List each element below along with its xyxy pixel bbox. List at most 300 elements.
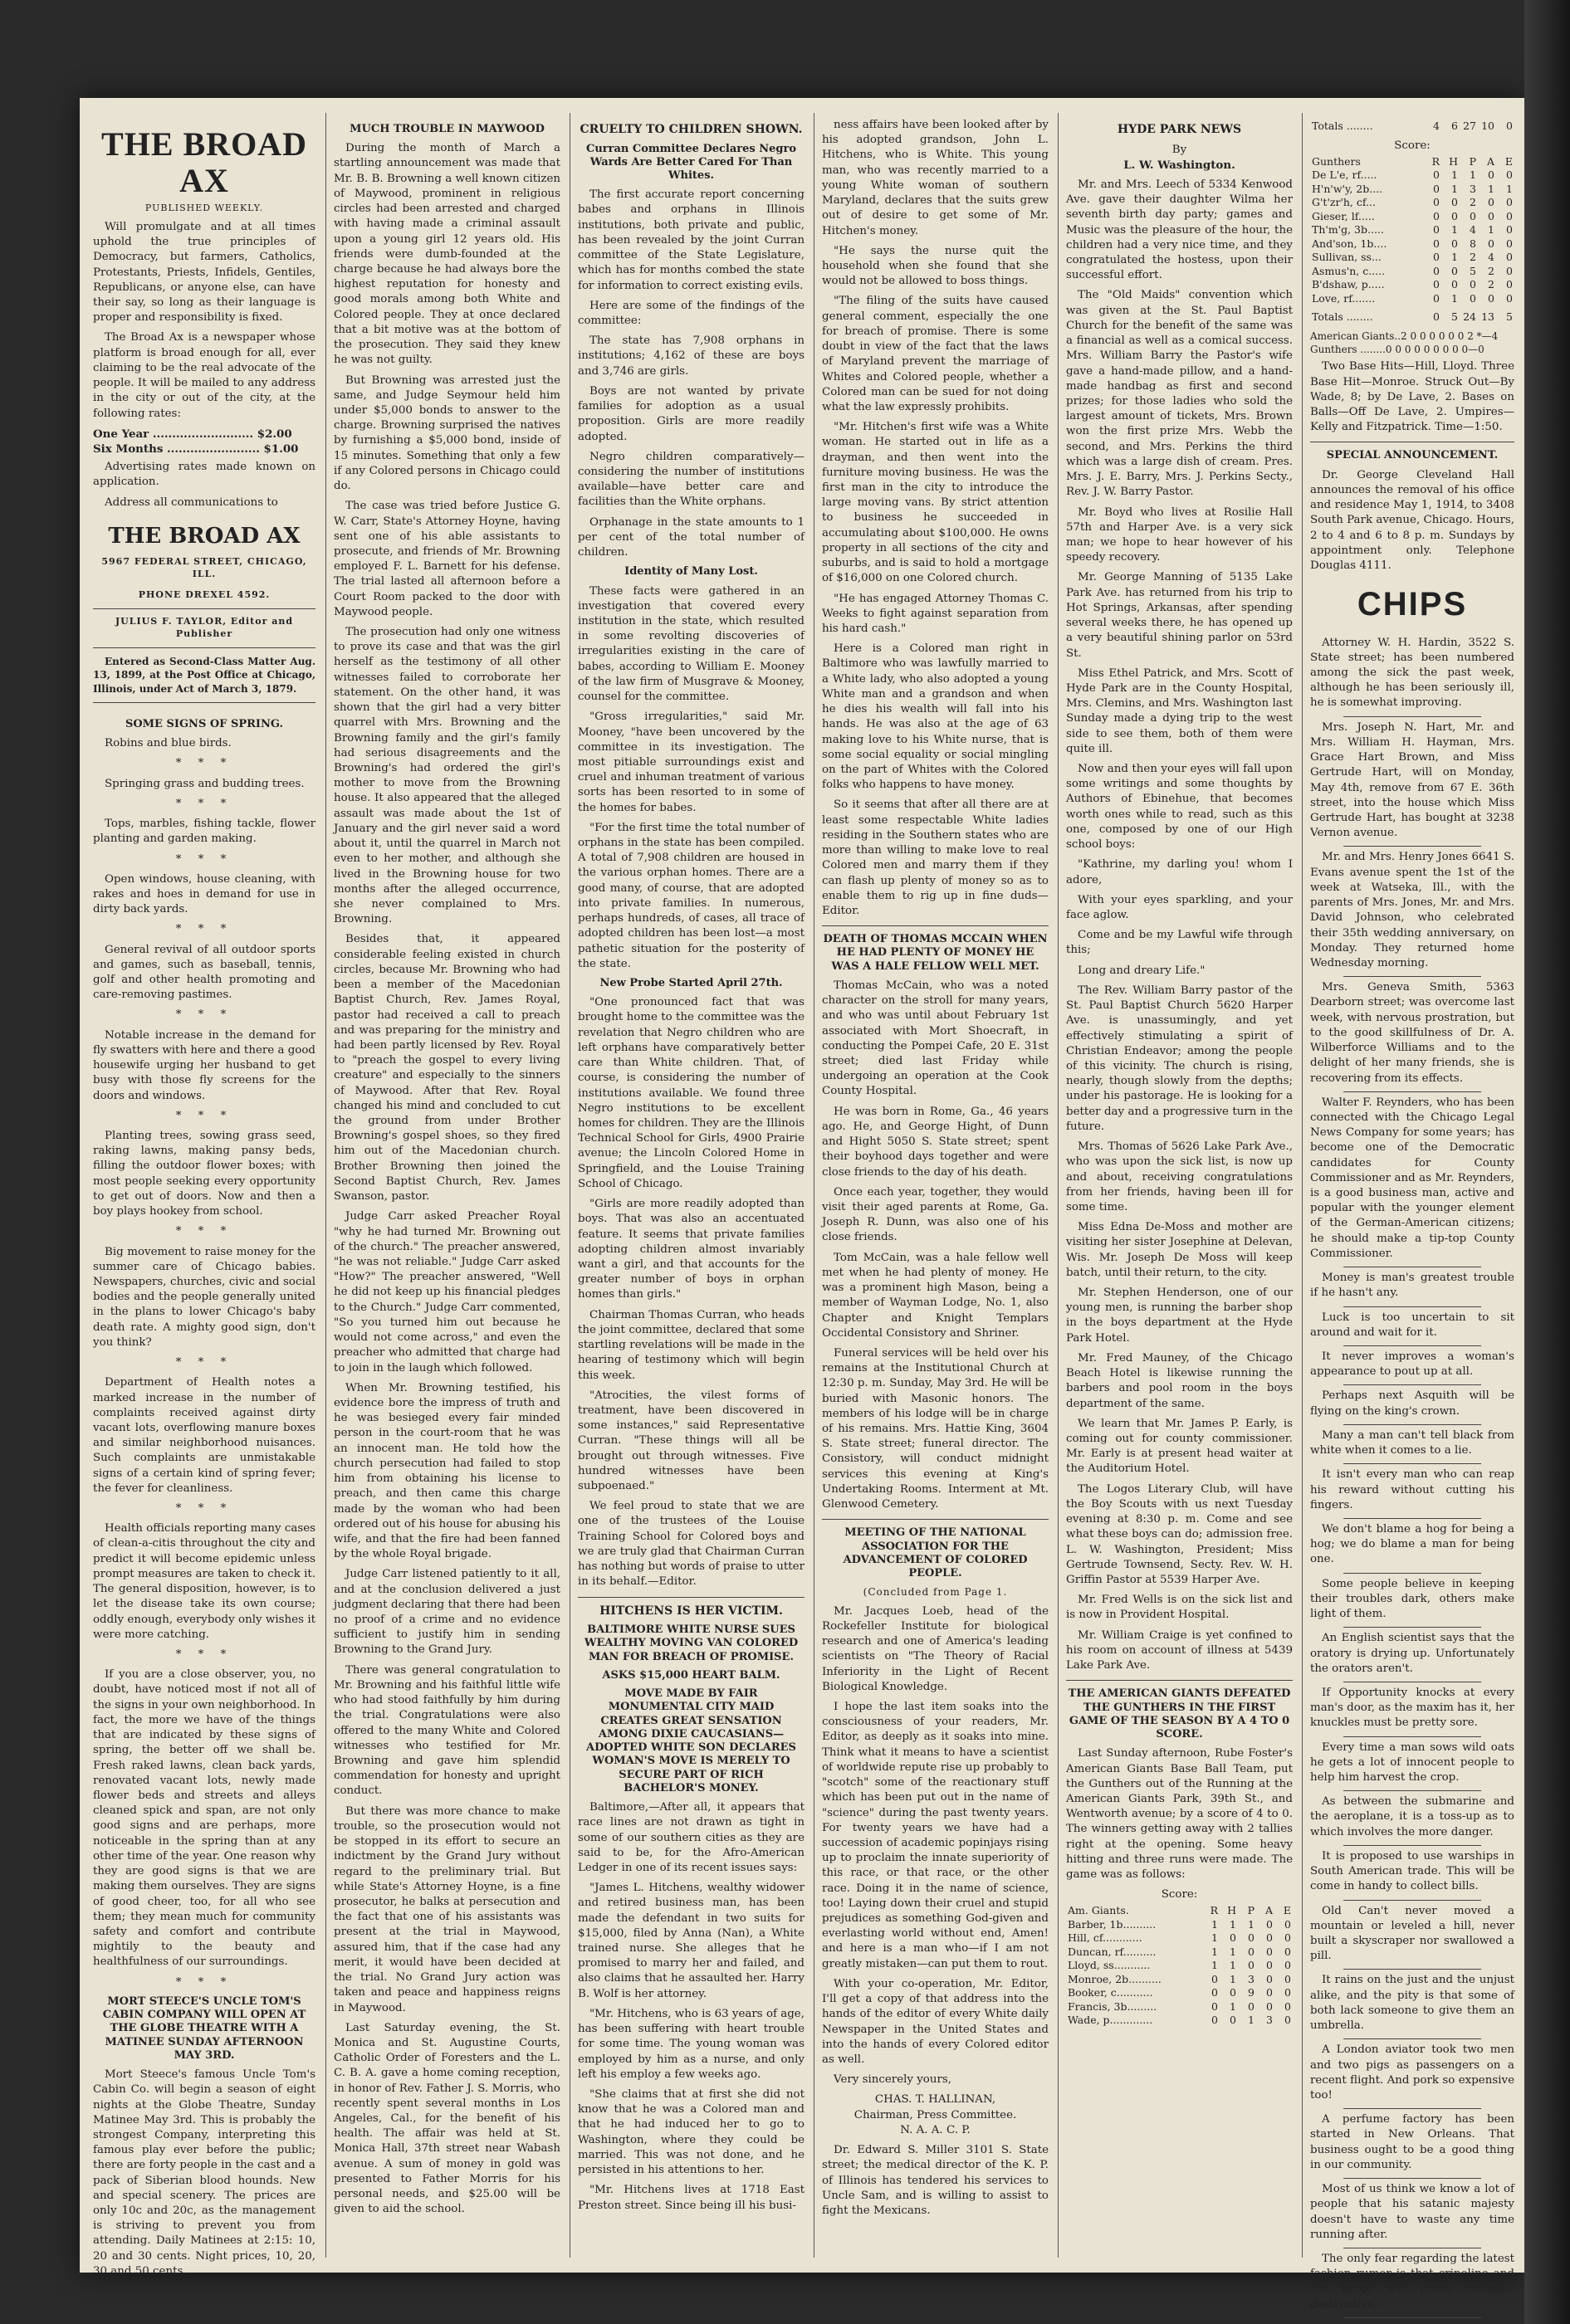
hitchens-paragraph: "The filing of the suits have caused general comment, especially the one for breach of promise. There is some doubt in view of the fact that the laws of Maryland prevent the marriage of Whites and Colored people, whether a Colored man can be sued for not doing what the law expressly prohibits. [822, 295, 1049, 413]
chips-item: If Opportunity knocks at every man's door, as the maxim has it, her knuckles must be pretty sore. [1310, 1686, 1514, 1730]
chips-item: Mrs. Geneva Smith, 5363 Dearborn street; was overcome last week, with nervous prostration, but to the good skillfulness of Dr. A. Wilberforce Williams and to the delight of her many friends, she is recovering from its effects. [1310, 981, 1514, 1085]
mccain-paragraph: Thomas McCain, who was a noted character on the stroll for many years, and who was until about February 1st associated with Mort Shoecraft, in conducting the Pompei Cafe, 20 E. 31st street; died last Friday while undergoing an operation at the Cook County Hospital. [822, 979, 1049, 1098]
gunthers-box-score [1310, 155, 1514, 306]
chips-item: Mr. and Mrs. Henry Jones 6641 S. Evans avenue spent the 1st of the week at Watseka, Ill., with the parents of Mrs. Jones, Mr. and Mrs. David Johnson, who celebrated their 35th wedding anniversary, on Monday. They returned home Wednesday morning. [1310, 851, 1514, 969]
cruelty-paragraph: Orphanage in the state amounts to 1 per cent of the total number of children. [578, 515, 805, 559]
cruelty-paragraph: Negro children comparatively—considering the number of institutions available—have better care and facilities than the White orphans. [578, 450, 805, 509]
divider [1343, 1573, 1481, 1574]
player-cell: Gieser, lf..... [1312, 209, 1375, 222]
table-row [1066, 1918, 1293, 1932]
player-cell: Gunthers [1312, 154, 1361, 168]
hitchens-subhead: BALTIMORE WHITE NURSE SUES WEALTHY MOVING VAN COLORED MAN FOR BREACH OF PROMISE. [584, 1623, 799, 1663]
hitchens-headline: HITCHENS IS HER VICTIM. [599, 1604, 783, 1618]
table-row [1310, 292, 1514, 306]
stat-cell: 6 [1451, 120, 1458, 132]
chips-item: Attorney W. H. Hardin, 3522 S. State street; has been numbered among the sick the past week, although he has been seriously ill, he is somewhat improving. [1310, 636, 1514, 710]
star-separator: * * * [175, 757, 233, 770]
maywood-paragraph: Judge Carr asked Preacher Royal "why he had turned Mr. Browning out of the church." The preacher answered, "he was not reliable." Judge Carr asked "How?" The preacher answered, "Well he did not keep up his financial pledges to the Church." Judge Carr commented, "So you turned him out because he would not come across," and even the preacher who admitted that charge had to join in the laugh which followed. [334, 1210, 560, 1374]
player-cell: Wade, p............. [1068, 2014, 1153, 2027]
table-row [1066, 1959, 1293, 1973]
player-cell: Francis, 3b......... [1068, 1999, 1157, 2013]
innings-giants: American Giants..2 0 0 0 0 0 0 2 *—4 [1310, 330, 1499, 342]
spring-sign-item: General revival of all outdoor sports and games, such as baseball, tennis, golf and other health promoting and care-removing pastimes. [93, 943, 315, 1002]
spring-sign-item: Planting trees, sowing grass seed, raking lawns, making pansy beds, filling the outdoor flower boxes; with most people seeking every opportunity to get out of doors. Now and then a boy plays hookey from school. [93, 1130, 315, 1218]
chips-item: Some people believe in keeping their troubles dark, others make light of them. [1310, 1577, 1514, 1621]
stat-cell: 0 [1506, 291, 1513, 305]
chips-title: CHIPS [1357, 586, 1468, 623]
cruelty-paragraph: "One pronounced fact that was brought home to the committee was the revelation that Negro children who are left orphans have comparatively better care than White children. That, of course, is considering the number of institutions available. We found three Negro institutions to be excellent homes for children. They are the Illinois Technical School for Girls, 4900 Prairie avenue; the Lincoln Colored Home in Springfield, and the Louise Training School of Chicago. [578, 996, 805, 1190]
column-maywood [329, 118, 565, 2256]
hitchens-paragraph: "Mr. Hitchens, who is 63 years of age, has been suffering with heart trouble for some time. The young woman was employed by him as a nurse, and only left his employ a few weeks ago. [578, 2007, 805, 2081]
maywood-paragraph: But there was more chance to make trouble, so the prosecution would not be stopped in its effort to secure an indictment by the Grand Jury without regard to the preliminary trial. But while State's Attorney Hoyne, is a fine prosecutor, he balks at persecution and the fact that one of his assistants was present at the trial in Maywood, assured him, that if the case had any merit, it would have been decided at the trial. No Grand Jury action was taken and peace and happiness reigns in Maywood. [334, 1804, 560, 2014]
spring-sign-item: Open windows, house cleaning, with rakes and hoes in demand for use in dirty back yards. [93, 872, 315, 916]
stat-cell: 0 [1506, 120, 1513, 132]
stat-cell: 0 [1248, 1931, 1255, 1945]
giants-report: Last Sunday afternoon, Rube Foster's American Giants Base Ball Team, put the Gunthers out of the Running at the American Giants Park, 39th St., and Wentworth avenue; by a score of 4 to 0. The winners getting away with 2 tallies right at the opening. Some heavy hitting and three runs were made. The game was as follows: [1066, 1747, 1293, 1882]
spring-headline: SOME SIGNS OF SPRING. [125, 717, 284, 730]
term-1: One Year .......................... $2.00 [93, 427, 292, 441]
miller-note: Dr. Edward S. Miller 3101 S. State street; the medical director of the K. P. of Illinois has tendered his services to Uncle Sam, and is willing to assist to fight the Mexicans. [822, 2144, 1049, 2217]
divider [1343, 716, 1481, 717]
chips-item: Most of us think we know a lot of people that his satanic majesty doesn't have to waste any time running after. [1310, 2183, 1514, 2241]
hyde-park-item: The Rev. William Barry pastor of the St. Paul Baptist Church 5620 Harper Ave. is unassumingly, and yet effectively stimulating a spirit of Christian Endeavor; among the people of this vicinity. The church is rising, nearly, though slowly from the depths; under his pastorage. He is looking for a better day and a progressive turn in the future. [1066, 984, 1293, 1133]
stat-cell: 0 [1488, 291, 1494, 305]
hyde-park-item: With your eyes sparkling, and your face aglow. [1066, 893, 1293, 921]
table-row [1310, 183, 1514, 197]
stat-cell: 0 [1433, 310, 1440, 324]
stat-cell: 0 [1451, 196, 1458, 209]
stat-cell: H [1449, 154, 1458, 168]
signer-name: CHAS. T. HALLINAN, [874, 2093, 996, 2107]
player-cell: Asmus'n, c..... [1312, 264, 1386, 277]
uncle-tom-body: Mort Steece's famous Uncle Tom's Cabin Co. will begin a season of eight nights at the Globe Theatre, Sunday Matinee May 3rd. This is probably the strongest Company, interpreting this famous play ever before the public; there are forty people in the cast and a pack of Siberian blood hounds. New and special scenery. The prices are only 10c and 20c, as the management is striving to prevent you from attending. Daily Matinees at 2:15: 10, 20 and 30 cents. Night prices, 10, 20, 30 and 50 cents. [93, 2068, 315, 2278]
stat-cell: 24 [1463, 310, 1476, 324]
spring-sign-item: Department of Health notes a marked increase in the number of complaints received against dirty vacant lots, overflowing manure boxes and similar neighborhood nuisances. Such complaints are unmistakable signs of a certain kind of spring fever; the fever for cleanliness. [93, 1376, 315, 1495]
announcement-headline: SPECIAL ANNOUNCEMENT. [1326, 449, 1499, 462]
stat-cell: 3 [1470, 182, 1476, 195]
stat-cell: 0 [1506, 196, 1513, 209]
player-cell: Barber, 1b.......... [1068, 1917, 1157, 1931]
spring-sign-item: Tops, marbles, fishing tackle, flower planting and garden making. [93, 818, 315, 846]
chips-list [1310, 636, 1514, 2318]
stat-cell: 1 [1211, 1931, 1218, 1945]
star-separator: * * * [175, 797, 233, 810]
hyde-park-headline: HYDE PARK NEWS [1117, 123, 1242, 136]
maywood-paragraph: The case was tried before Justice G. W. Carr, State's Attorney Hoyne, having sent one of his able assistants to prosecute, and friends of Mr. Browning employed F. L. Barnett for his defense. The trial lasted all afternoon before a Court Room packed to the door with Maywood people. [334, 500, 560, 618]
stat-cell: 4 [1433, 120, 1440, 132]
divider [1343, 2038, 1481, 2039]
hitchens-subhead-3: MOVE MADE BY FAIR MONUMENTAL CITY MAID CREATES GREAT SENSATION AMONG DIXIE CAUCASIANS—ADOPTED WHITE SON DECLARES WOMAN'S MOVE IS MERELY TO SECURE PART OF RICH BACHELOR'S MONEY. [586, 1687, 796, 1794]
table-row [1066, 1973, 1293, 1987]
column-rule [1058, 113, 1059, 2258]
maywood-paragraph: The prosecution had only one witness to prove its case and that was the girl herself as the testimony of all other witnesses failed to corroborate her statement. On the other hand, it was shown that the girl had a very bitter quarrel with Mrs. Browning and the Browning family and the girl's family had serious disagreements and the Browning's had ordered the girl's mother to move from the Browning house. It also appeared that the alleged assault was made about the 1st of January and the girl never said a word about it, until the quarrel in March not even to her mother, and although she lived in the Browning house for two months after the alleged occurrence, she never complained to Mrs. Browning. [334, 626, 560, 926]
spring-sign-item: Big movement to raise money for the summer care of Chicago babies. Newspapers, churches, civic and social bodies and the people generally united in the plans to lower Chicago's baby death rate. A mighty good sign, don't you think? [93, 1245, 315, 1349]
concluded-note: (Concluded from Page 1. [863, 1586, 1008, 1599]
cruelty-paragraph: Here are some of the findings of the committee: [578, 299, 805, 327]
stat-cell: 5 [1451, 310, 1458, 324]
column-hitchens-cont [817, 118, 1054, 2256]
chips-item: It is proposed to use warships in South American trade. This will be come in handy to collect bills. [1310, 1849, 1514, 1893]
stat-cell: 0 [1506, 251, 1513, 264]
column-rule [1302, 113, 1303, 2258]
stat-cell: P [1469, 154, 1476, 168]
hyde-park-item: Miss Ethel Patrick, and Mrs. Scott of Hyde Park are in the County Hospital, Mrs. Clemins, and Mrs. Washington last Sunday made a dying trip to the west side to see them, both of them were quite ill. [1066, 666, 1293, 755]
stat-cell: 1 [1230, 1972, 1236, 1985]
giants-totals [1310, 120, 1514, 134]
divider [1343, 1463, 1481, 1464]
chips-item: It rains on the just and the unjust alike, and the pity is that some of both lack someone to give them an umbrella. [1310, 1974, 1514, 2033]
player-cell: Th'm'g, 3b..... [1312, 223, 1384, 237]
hyde-park-item: Mr. Fred Wells is on the sick list and is now in Provident Hospital. [1066, 1594, 1293, 1622]
stat-cell: H [1227, 1904, 1236, 1917]
maywood-paragraph: Last Saturday evening, the St. Monica and St. Augustine Courts, Catholic Order of Foresters and the L. C. B. A. gave a home coming reception, in honor of Rev. Father J. S. Morris, who recently spent several months in Los Angeles, Cal., for the benefit of his health. The affair was held at St. Monica Hall, 37th street near Wabash avenue. A sum of money in gold was presented to Father Morris for his personal needs, and $25.00 will be given to aid the school. [334, 2021, 560, 2216]
player-cell: Totals ........ [1312, 120, 1373, 132]
stat-cell: 0 [1284, 1917, 1291, 1931]
naacp-paragraph: Mr. Jacques Loeb, head of the Rockefeller Institute for biological research and one of America's leading scientists on "The Theory of Racial Inferiority in the Light of Recent Biological Knowledge. [822, 1604, 1049, 1693]
intro-text: Will promulgate and at all times uphold the true principles of Democracy, but farmers, Catholics, Protestants, Priests, Infidels, Gentiles, Republicans, or anyone else, can have their say, so long as their language is proper and responsibility is fixed. [93, 220, 315, 325]
player-cell: Sullivan, ss... [1312, 251, 1382, 264]
divider [1343, 1091, 1481, 1092]
player-cell: G't'zr'h, cf... [1312, 196, 1376, 209]
spring-sign-item: Robins and blue birds. [105, 737, 232, 750]
stat-cell: 13 [1481, 310, 1494, 324]
masthead-secondary: THE BROAD AX [108, 523, 301, 549]
stat-cell: 1 [1230, 1945, 1236, 1958]
stat-cell: 0 [1266, 1945, 1273, 1958]
hyde-park-item: Mrs. Thomas of 5626 Lake Park Ave., who was upon the sick list, is now up and about, receiving congratulations from her friends, having been ill for some time. [1066, 1140, 1293, 1213]
masthead: THE BROAD AX [101, 125, 307, 199]
gunthers-totals [1310, 310, 1514, 325]
stat-cell: 0 [1211, 1999, 1218, 2013]
maywood-paragraph: Besides that, it appeared considerable feeling existed in church circles, because Mr. Browning who had been a member of the Macedonian Baptist Church, Rev. James Royal, pastor had received a call to preach and was preparing for the ministry and had been partly licensed by Rev. Royal to "preach the gospel to every living creature" and especially to the sinners of Maywood. After that Rev. Royal changed his mind and concluded to cut the ground from under Brother Browning's gospel shoes, so they fired him out of the Macedonian church. Brother Browning then joined the Second Baptist Church, Rev. James Swanson, pastor. [334, 933, 560, 1204]
cruelty-subhead-identity: Identity of Many Lost. [624, 565, 758, 579]
scan-border [1524, 0, 1570, 2324]
stat-cell: 27 [1463, 120, 1476, 132]
stat-cell: 0 [1284, 1972, 1291, 1985]
stat-cell: 5 [1470, 264, 1476, 277]
divider [1343, 1518, 1481, 1519]
cruelty-paragraph: "For the first time the total number of orphans in the state has been compiled. A total of 7,908 children are housed in the various orphan homes. There are a good many, of course, that are adopted into private families. In numerous, perhaps hundreds, of cases, all trace of adopted children has been lost—a most pathetic situation for the posterity of the state. [578, 821, 805, 970]
naacp-paragraph: With your co-operation, Mr. Editor, I'll get a copy of that address into the hands of the editor of every White daily Newspaper in the United States and into the hands of every Colored editor as well. [822, 1977, 1049, 2066]
stat-cell: R [1210, 1904, 1218, 1917]
chips-item: An English scientist says that the oratory is drying up. Unfortunately the orators aren't. [1310, 1632, 1514, 1675]
hitchens-paragraph: "Mr. Hitchens lives at 1718 East Preston street. Since being ill his busi- [578, 2184, 805, 2212]
stat-cell: 0 [1488, 196, 1494, 209]
divider [1343, 1736, 1481, 1737]
stat-cell: 2 [1470, 196, 1476, 209]
cruelty-article-part3 [578, 995, 805, 1589]
stat-cell: 0 [1284, 1999, 1291, 2013]
mccain-paragraph: He was born in Rome, Ga., 46 years ago. He, and George Hight, of Dunn and Hight 5050 S. State street; spent their boyhood days together and were close friends to the day of his death. [822, 1105, 1049, 1179]
stat-cell: 0 [1433, 237, 1440, 250]
advertising-note: Advertising rates made known on application. [93, 461, 315, 489]
column-masthead [88, 118, 320, 2278]
stat-cell: 1 [1488, 182, 1494, 195]
stat-cell: 10 [1481, 120, 1494, 132]
spring-sign-item: Springing grass and budding trees. [105, 777, 305, 790]
hyde-park-item: Long and dreary Life." [1078, 964, 1206, 977]
stat-cell: 2 [1488, 278, 1494, 291]
maywood-paragraph: During the month of March a startling announcement was made that Mr. B. B. Browning a well known citizen of Maywood, prominent in religious circles had been arrested and charged with having made a criminal assault upon a young girl 12 years old. His friends were dumb-founded at the charge because he had always bore the highest reputation for honesty and good morals among both White and Colored people. They at once declared that a bit motive was at the bottom of the prosecution. They said they knew he was not guilty. [334, 142, 560, 367]
star-separator: * * * [175, 1225, 233, 1238]
chips-item: Perhaps next Asquith will be flying on the king's crown. [1310, 1389, 1514, 1418]
player-cell: Duncan, rf.......... [1068, 1945, 1157, 1958]
phone-number: PHONE DREXEL 4592. [138, 589, 271, 601]
naacp-headline: MEETING OF THE NATIONAL ASSOCIATION FOR THE ADVANCEMENT OF COLORED PEOPLE. [843, 1526, 1028, 1580]
stat-cell: 0 [1284, 1945, 1291, 1958]
divider [1343, 976, 1481, 977]
divider [1343, 1345, 1481, 1346]
signer-org: N. A. A. C. P. [900, 2123, 971, 2136]
stat-cell: 1 [1230, 1917, 1236, 1931]
stat-cell: 0 [1433, 251, 1440, 264]
table-header-row [1066, 1904, 1293, 1918]
column-cruelty [573, 118, 809, 2256]
stat-cell: 0 [1506, 168, 1513, 182]
chips-item: Luck is too uncertain to sit around and wait for it. [1310, 1311, 1514, 1339]
table-row [1310, 237, 1514, 251]
divider [1343, 846, 1481, 847]
player-cell: Love, rf....... [1312, 291, 1376, 305]
stat-cell: 0 [1488, 209, 1494, 222]
cruelty-paragraph: "Atrocities, the vilest forms of treatment, have been discovered in some instances," said Representative Curran. "These things will all be brought out through witnesses. Five hundred witnesses have been subpoenaed." [578, 1389, 805, 1493]
table-row [1310, 196, 1514, 210]
score-label: Score: [1161, 1888, 1198, 1902]
chips-item: The only fear regarding the latest fashion rumor is that crinoline and the tango will prove mutually destructive. [1310, 2252, 1514, 2311]
divider [93, 608, 315, 609]
hyde-park-item: Mr. Fred Mauney, of the Chicago Beach Hotel is likewise running the barbers and pool room in the boys department of the same. [1066, 1351, 1293, 1410]
table-row [1310, 223, 1514, 237]
cruelty-paragraph: The state has 7,908 orphans in institutions; 4,162 of these are boys and 3,746 are girls. [578, 334, 805, 378]
hitchens-paragraph: So it seems that after all there are at least some respectable White ladies residing in the Southern states who are more than willing to make love to real Colored men and marry them if they can flash up plenty of money so as to enable them to rig up in fine duds—Editor. [822, 798, 1049, 917]
street-address: 5967 FEDERAL STREET, CHICAGO, ILL. [101, 556, 307, 580]
stat-cell: 1 [1451, 168, 1458, 182]
player-cell: De L'e, rf..... [1312, 168, 1377, 182]
hitchens-paragraph: Baltimore,—After all, it appears that race lines are not drawn as tight in some of our southern cities as they are said to be, for the Afro-American Ledger in one of its recent issues says: [578, 1801, 805, 1874]
game-summary: Two Base Hits—Hill, Lloyd. Three Base Hit—Monroe. Struck Out—By Wade, 8; by De Lave, 2. Bases on Balls—Off De Lave, 2. Umpires—Kelly and Fitzpatrick. Time—1:50. [1310, 360, 1514, 434]
chips-item: It never improves a woman's appearance to pout up at all. [1310, 1350, 1514, 1379]
stat-cell: E [1283, 1904, 1291, 1917]
hyde-park-item: Mr. Boyd who lives at Rosilie Hall 57th and Harper Ave. is a very sick man; we hope to hear however of his speedy recovery. [1066, 505, 1293, 564]
spring-signs-list [93, 736, 315, 1990]
chips-item: As between the submarine and the aeroplane, it is a toss-up as to which involves the more danger. [1310, 1795, 1514, 1838]
table-row [1066, 1931, 1293, 1946]
player-cell: Am. Giants. [1068, 1904, 1129, 1917]
chips-item: We don't blame a hog for being a hog; we do blame a man for being one. [1310, 1522, 1514, 1566]
stat-cell: 0 [1284, 1959, 1291, 1972]
stat-cell: 0 [1433, 278, 1440, 291]
stat-cell: 1 [1451, 291, 1458, 305]
hitchens-paragraph: "He says the nurse quit the household when she found that she would not be allowed to boss things. [822, 244, 1049, 288]
table-row [1066, 2000, 1293, 2014]
stat-cell: 2 [1470, 251, 1476, 264]
stat-cell: 4 [1488, 251, 1494, 264]
editor-line: JULIUS F. TAYLOR, Editor and Publisher [115, 616, 294, 640]
stat-cell: 0 [1433, 264, 1440, 277]
hitchens-subhead-2: ASKS $15,000 HEART BALM. [602, 1668, 780, 1682]
cruelty-article-part1 [578, 188, 805, 560]
maywood-paragraph: But Browning was arrested just the same, and Judge Seymour held him under $5,000 bonds to answer to the charge. Browning surprised the natives by furnishing a $5,000 bond, inside of 15 minutes. Something that only a few if any Colored persons in Chicago could do. [334, 374, 560, 493]
address-note: Address all communications to [105, 496, 278, 509]
stat-cell: 0 [1433, 168, 1440, 182]
stat-cell: 0 [1506, 209, 1513, 222]
giants-headline: THE AMERICAN GIANTS DEFEATED THE GUNTHERS IN THE FIRST GAME OF THE SEASON BY A 4 TO 0 SCORE. [1068, 1687, 1291, 1741]
intro-text-2: The Broad Ax is a newspaper whose platform is broad enough for all, ever claiming to be the real advocate of the people. It will be mailed to any address in the city or out of the city, at the following rates: [93, 331, 315, 420]
hitchens-paragraph: "She claims that at first she did not know that he was a Colored man and that he had induced her to go to Washington, where they could be married. This was not done, and he persisted in his attentions to her. [578, 2088, 805, 2177]
player-cell: B'dshaw, p..... [1312, 278, 1385, 291]
stat-cell: 1 [1211, 1959, 1218, 1972]
divider [1343, 2108, 1481, 2109]
newspaper-page [80, 98, 1524, 2311]
cruelty-paragraph: The first accurate report concerning babes and orphans in Illinois institutions, both private and public, has been revealed by the joint Curran committee of the State Legislature, which has for months combed the state for information to correct existing evils. [578, 188, 805, 292]
divider [1343, 1845, 1481, 1846]
published-weekly: PUBLISHED WEEKLY. [144, 203, 264, 213]
cruelty-paragraph: Chairman Thomas Curran, who heads the joint committee, declared that some startling revelations will be made in the hearing of testimony which will begin this week. [578, 1308, 805, 1382]
stat-cell: 0 [1433, 196, 1440, 209]
chips-item: A London aviator took two men and two pigs as passengers on a recent flight. And pork so expensive too! [1310, 2043, 1514, 2102]
stat-cell: 0 [1433, 223, 1440, 237]
stat-cell: 0 [1230, 2014, 1236, 2027]
hitchens-article [578, 1800, 805, 2214]
stat-cell: 0 [1284, 1931, 1291, 1945]
chips-item: A perfume factory has been started in New Orleans. That business ought to be a good thing in our community. [1310, 2113, 1514, 2171]
stat-cell: 1 [1211, 1945, 1218, 1958]
stat-cell: 1 [1248, 2014, 1255, 2027]
divider [1343, 1790, 1481, 1791]
stat-cell: 0 [1266, 1999, 1273, 2013]
totals-row [1310, 120, 1514, 134]
hitchens-paragraph: "Mr. Hitchen's first wife was a White woman. He started out in life as a drayman, and then went into the furniture moving business. He was the first man in the city to introduce the large moving vans. By strict attention to business he succeeded in accumulating about $100,000. He owns property in all sections of the city and suburbs, and is said to hold a mortgage of $16,000 on one Colored church. [822, 421, 1049, 585]
divider [578, 1597, 805, 1598]
term-2: Six Months ........................ $1.00 [93, 442, 299, 456]
cruelty-paragraph: "Gross irregularities," said Mr. Mooney, "have been uncovered by the committee in its investigation. The most pitiable surroundings exist and cruel and inhuman treatment of various sorts has been resorted to in some of the homes for babes. [578, 710, 805, 814]
stat-cell: 0 [1248, 1959, 1255, 1972]
table-row [1066, 1986, 1293, 2000]
spring-sign-item: Health officials reporting many cases of clean-a-citis throughout the city and predict it will become epidemic unless prompt measures are taken to check it. The general disposition, however, is to let the disease take its own course; oddly enough, everybody only wishes it were more catching. [93, 1522, 315, 1641]
stat-cell: 0 [1470, 291, 1476, 305]
stat-cell: 0 [1433, 209, 1440, 222]
table-row [1310, 251, 1514, 265]
table-row [1066, 1946, 1293, 1960]
star-separator: * * * [175, 1975, 233, 1989]
stat-cell: R [1431, 154, 1440, 168]
byline-by: By [1171, 143, 1187, 156]
table-row [1310, 210, 1514, 224]
stat-cell: 1 [1506, 182, 1513, 195]
stat-cell: 0 [1248, 1999, 1255, 2013]
stat-cell: 1 [1488, 223, 1494, 237]
star-separator: * * * [175, 852, 233, 866]
star-separator: * * * [175, 923, 233, 936]
star-separator: * * * [175, 1356, 233, 1370]
stat-cell: 0 [1470, 278, 1476, 291]
cruelty-subhead: Curran Committee Declares Negro Wards Are Better Cared For Than Whites. [586, 142, 796, 182]
star-separator: * * * [175, 1008, 233, 1022]
naacp-paragraph: I hope the last item soaks into the consciousness of your readers, Mr. Editor, as deeply as it soaks into mine. Think what it means to have a scientist of worldwide repute rise up probably to "scotch" some of the reactionary stuff which has been put out in the name of "science" during the past twenty years. For twenty years we have had a succession of academic popinjays rising up to proclaim the innate superiority of this race, or that race, or the other race. Doing it in the name of science, too! Laying down their cruel and stupid prejudices as something God-given and everlasting world without end, Amen! and here is a man who—if I am not greatly mistaken—can put them to rout. [822, 1700, 1049, 1970]
stat-cell: 0 [1470, 209, 1476, 222]
hyde-park-item: The Logos Literary Club, will have the Boy Scouts with us next Tuesday evening at 8:30 p. m. Come and see what these boys can do; admission free. L. W. Washington, President; Miss Gertrude Townsend, Secty. Rev. W. H. Griffin Pastor at 5539 Harper Ave. [1066, 1482, 1293, 1586]
spring-sign-item: Notable increase in the demand for fly swatters with here and there a good housewife urging her husband to get busy with those fly screens for the doors and windows. [93, 1028, 315, 1102]
hyde-park-item: The "Old Maids" convention which was given at the St. Paul Baptist Church for the benefit of the same was a financial as well as a comical success. Mrs. William Barry the Pastor's wife gave a hand-made pillow, and a hand-made handbag as first and second prizes; for those ladies who sold the largest amount of tickets, Mrs. Brown won the first prize Mrs. Webb the second, and Mrs. Perkins the third which was a large dish of cream. Pres. Mrs. J. E. Barry, Mrs. J. Perkins Secty., Rev. J. W. Barry Pastor. [1066, 289, 1293, 499]
player-cell: Totals ........ [1312, 310, 1373, 324]
stat-cell: 0 [1230, 1986, 1236, 1999]
stat-cell: 0 [1266, 1917, 1273, 1931]
divider [822, 1519, 1049, 1520]
table-row [1310, 278, 1514, 292]
divider [1343, 1306, 1481, 1307]
hyde-park-item: Mr. George Manning of 5135 Lake Park Ave. has returned from his trip to Hot Springs, Arkansas, after spending several weeks there, he has opened up a very beautiful shining parlor on 53rd St. [1066, 571, 1293, 660]
chips-item: Every time a man sows wild oats he gets a lot of innocent people to help him harvest the crop. [1310, 1741, 1514, 1784]
hyde-park-item: Come and be my Lawful wife through this; [1066, 929, 1293, 957]
divider [1343, 1627, 1481, 1628]
hitchens-paragraph: ness affairs have been looked after by his adopted grandson, John L. Hitchens, who is White. This young man, who was recently married to a young White woman of southern Maryland, declares that the suits grew out of desire to get some of Mr. Hitchen's money. [822, 119, 1049, 237]
stat-cell: 0 [1451, 264, 1458, 277]
stat-cell: 1 [1451, 182, 1458, 195]
hyde-park-item: Mr. Stephen Henderson, one of our young men, is running the barber shop in the boys department at the Hyde Park Hotel. [1066, 1286, 1293, 1345]
stat-cell: 1 [1248, 1917, 1255, 1931]
divider [1066, 1680, 1293, 1681]
mccain-paragraph: Tom McCain, was a hale fellow well met when he had plenty of money. He was a prominent high Mason, being a member of Wayman Lodge, No. 1, also Chapter and Knight Templars Occidental Consistory and Shriner. [822, 1251, 1049, 1340]
signer-title: Chairman, Press Committee. [853, 2108, 1017, 2121]
column-rule [325, 113, 326, 2258]
maywood-paragraph: There was general congratulation to Mr. Browning and his faithful little wife who had stood faithfully by him during the trial. Congratulations were also offered to the many White and Colored witnesses who testified for Mr. Browning and gave him splendid commendation for honesty and upright conduct. [334, 1663, 560, 1798]
divider [93, 647, 315, 648]
stat-cell: P [1247, 1904, 1255, 1917]
chips-item: Old Can't never moved a mountain or leveled a hill, never built a skyscraper nor swallowed a pill. [1310, 1904, 1514, 1963]
chips-item: Many a man can't tell black from white when it comes to a lie. [1310, 1428, 1514, 1457]
stat-cell: 0 [1211, 1972, 1218, 1985]
chips-item: Walter F. Reynders, who has been connected with the Chicago Legal News Company for some years; has become one of the Democratic candidates for County Commissioner and as Mr. Reynders, is a good business man, active and popular with the younger element of the German-American citizens; he should make a tip-top County Commissioner. [1310, 1096, 1514, 1260]
cruelty-article-part2 [578, 584, 805, 972]
stat-cell: 0 [1284, 1986, 1291, 1999]
spring-sign-item: If you are a close observer, you, no doubt, have noticed most if not all of the signs in your own neighborhood. In fact, the more we have of the things that are indicated by these signs of spring, the better off we shall be. Fresh raked lawns, clean back yards, renovated vacant lots, newly made flower beds and streets and alleys cleaned spick and span, are not only good signs and are perhaps, more noticeable in the spring than at any other time of the year. One reason why they are good signs is that we are making them ourselves. They are signs of good cheer, too, for all who see them; they mean much for community safety and comfort and contribute mightily to the beauty and healthfulness of our surroundings. [93, 1668, 315, 1969]
cruelty-paragraph: We feel proud to state that we are one of the trustees of the Louise Training School for Colored boys and we are truly glad that Chairman Curran has nothing but words of praise to utter in its behalf.—Editor. [578, 1500, 805, 1589]
hyde-park-item: Mr. William Craige is yet confined to his room on account of illness at 5439 Lake Park Ave. [1066, 1628, 1293, 1672]
stat-cell: 0 [1451, 237, 1458, 250]
naacp-article [822, 1604, 1049, 2088]
stat-cell: 0 [1506, 223, 1513, 237]
stat-cell: E [1504, 154, 1513, 168]
star-separator: * * * [175, 1109, 233, 1122]
uncle-tom-headline: MORT STEECE'S UNCLE TOM'S CABIN COMPANY WILL OPEN AT THE GLOBE THEATRE WITH A MATINEE SUNDAY AFTERNOON MAY 3RD. [102, 1994, 306, 2062]
naacp-paragraph: Very sincerely yours, [834, 2073, 952, 2087]
stat-cell: 0 [1506, 264, 1513, 277]
divider [1343, 1384, 1481, 1385]
stat-cell: 0 [1506, 278, 1513, 291]
mccain-paragraph: Once each year, together, they would visit their aged parents at Rome, Ga. Joseph R. Dunn, was also one of his close friends. [822, 1185, 1049, 1244]
stat-cell: 1 [1230, 1959, 1236, 1972]
stat-cell: 0 [1506, 237, 1513, 250]
stat-cell: 0 [1211, 1986, 1218, 1999]
totals-row [1310, 310, 1514, 325]
column-chips [1305, 118, 1519, 2311]
player-cell: Booker, c........... [1068, 1986, 1153, 1999]
player-cell: Monroe, 2b.......... [1068, 1972, 1162, 1985]
stat-cell: 0 [1284, 2014, 1291, 2027]
divider [1343, 1424, 1481, 1425]
hyde-park-items [1066, 178, 1293, 1673]
divider [1343, 2178, 1481, 2179]
hyde-park-item: Miss Edna De-Moss and mother are visiting her sister Josephine at Delevan, Wis. Mr. Joseph De Moss will keep batch, until their return, to the city. [1066, 1221, 1293, 1279]
stat-cell: 0 [1451, 209, 1458, 222]
divider [1343, 1900, 1481, 1901]
hitchens-paragraph: "He has engaged Attorney Thomas C. Weeks to fight against separation from his hard cash." [822, 592, 1049, 635]
player-cell: And'son, 1b.... [1312, 237, 1387, 250]
stat-cell: A [1486, 154, 1494, 168]
cruelty-subhead-probe: New Probe Started April 27th. [599, 977, 783, 989]
hitchens-paragraph: Here is a Colored man right in Baltimore who was lawfully married to a White lady, who also adopted a young White man and a grandson and when he dies his wealth will fall into his hands. He was also at the age of 63 making love to his White nurse, that is some social equality or social mingling on the part of Whites with the Colored folks who happens to have money. [822, 642, 1049, 792]
player-cell: Lloyd, ss........... [1068, 1959, 1151, 1972]
